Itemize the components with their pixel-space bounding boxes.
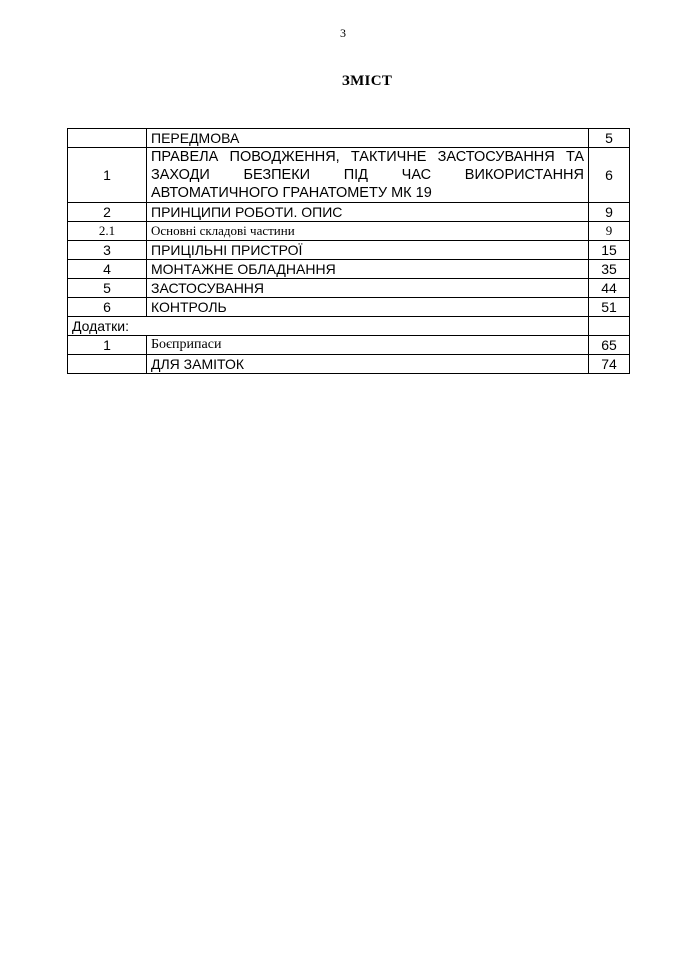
table-of-contents bbox=[67, 128, 630, 374]
toc-row-page: 15 bbox=[589, 241, 630, 260]
toc-row-page: 65 bbox=[589, 336, 630, 355]
toc-row-page: 9 bbox=[589, 222, 630, 241]
toc-row[interactable] bbox=[68, 241, 630, 260]
appendices-header-row bbox=[68, 317, 630, 336]
toc-row-title: ПРАВЕЛА ПОВОДЖЕННЯ, ТАКТИЧНЕ ЗАСТОСУВАННЯ ТА ЗАХОДИ БЕЗПЕКИ ПІД ЧАС ВИКОРИСТАННЯ АВТОМАТИЧНОГО ГРАНАТОМЕТУ МК 19 bbox=[147, 148, 589, 203]
toc-row-number: 2.1 bbox=[68, 222, 147, 241]
document-title: ЗМІСТ bbox=[341, 73, 393, 89]
toc-row-title: ДЛЯ ЗАМІТОК bbox=[147, 355, 589, 374]
toc-row-title: ЗАСТОСУВАННЯ bbox=[147, 279, 589, 298]
toc-row[interactable] bbox=[68, 129, 630, 148]
toc-row[interactable] bbox=[68, 260, 630, 279]
toc-row-page: 51 bbox=[589, 298, 630, 317]
toc-row[interactable] bbox=[68, 336, 630, 355]
toc-row-title: ПЕРЕДМОВА bbox=[147, 129, 589, 148]
toc-row-page: 44 bbox=[589, 279, 630, 298]
toc-row-number: 4 bbox=[68, 260, 147, 279]
toc-row-number bbox=[68, 355, 147, 374]
toc-row[interactable] bbox=[68, 355, 630, 374]
toc-row-number: 5 bbox=[68, 279, 147, 298]
appendices-label: Додатки: bbox=[68, 317, 589, 336]
toc-row-page: 9 bbox=[589, 203, 630, 222]
toc-row-title: КОНТРОЛЬ bbox=[147, 298, 589, 317]
toc-row[interactable] bbox=[68, 203, 630, 222]
toc-row-number: 1 bbox=[68, 336, 147, 355]
toc-row-number: 1 bbox=[68, 148, 147, 203]
toc-row-page: 5 bbox=[589, 129, 630, 148]
toc-row[interactable] bbox=[68, 279, 630, 298]
toc-row-title: МОНТАЖНЕ ОБЛАДНАННЯ bbox=[147, 260, 589, 279]
toc-row-page: 74 bbox=[589, 355, 630, 374]
toc-row-title: Боєприпаси bbox=[147, 336, 589, 355]
toc-row-number: 2 bbox=[68, 203, 147, 222]
toc-row-number: 6 bbox=[68, 298, 147, 317]
toc-row[interactable] bbox=[68, 148, 630, 203]
toc-row-title: ПРИНЦИПИ РОБОТИ. ОПИС bbox=[147, 203, 589, 222]
appendices-page-empty bbox=[589, 317, 630, 336]
toc-row[interactable] bbox=[68, 222, 630, 241]
toc-row-number: 3 bbox=[68, 241, 147, 260]
toc-row-page: 35 bbox=[589, 260, 630, 279]
toc-row[interactable] bbox=[68, 298, 630, 317]
toc-row-title: Основні складові частини bbox=[147, 222, 589, 241]
page-number: 3 bbox=[340, 26, 346, 40]
toc-row-number bbox=[68, 129, 147, 148]
toc-row-page: 6 bbox=[589, 148, 630, 203]
toc-row-title: ПРИЦІЛЬНІ ПРИСТРОЇ bbox=[147, 241, 589, 260]
